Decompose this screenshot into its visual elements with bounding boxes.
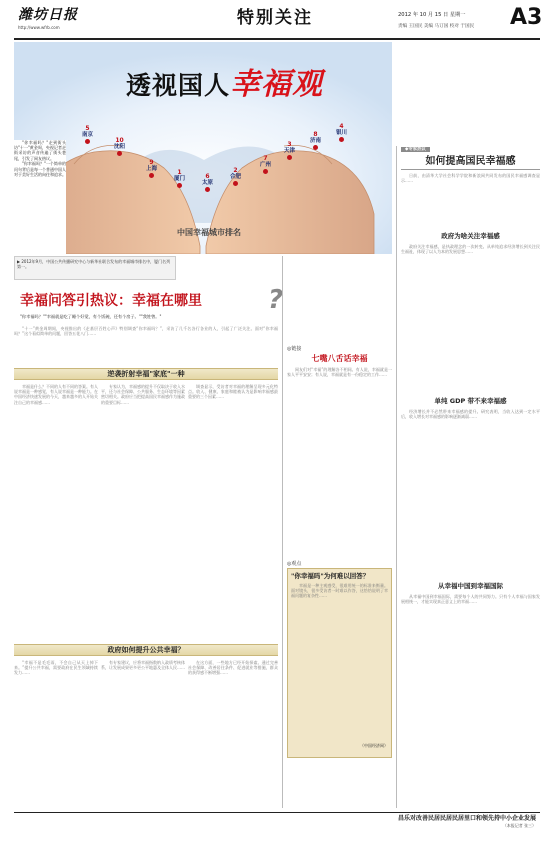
body-paragraph: “十一”黄金周期间，央视推出的《走基层百姓心声》特别调查“你幸福吗？”，采访了几千名各行各业的人，引起了广泛关注。面对“你幸福吗？”这个看似简单的问题，回答五花八门…… — [14, 326, 278, 337]
city-name: 上海 — [146, 166, 158, 172]
city-marker — [336, 124, 347, 143]
section-title: 特别关注 — [237, 8, 313, 28]
city-rank: 4 — [339, 123, 344, 130]
hero-banner — [14, 42, 392, 254]
page-number — [510, 6, 542, 30]
city-pin-icon — [177, 183, 182, 188]
footer — [14, 812, 540, 846]
body-paragraph: 在这方面，一些地方已经开始探索。通过完善社会保障、改善居住条件、促进就业等措施，群众的获得感不断增强…… — [188, 660, 278, 676]
city-marker — [230, 168, 241, 187]
lead-paragraph: "你幸福吗？"一个简单的问句背后是每一个普通中国人对于美好生活的向往和追求。 — [14, 161, 66, 177]
body-paragraph: 从幸福中国到幸福国际，需要每个人的共同努力。只有个人幸福与国家发展相统一，才能实现真正意义上的幸福…… — [401, 594, 540, 605]
city-rank: 7 — [263, 155, 268, 162]
right-headline: 如何提高国民幸福感 — [401, 155, 540, 170]
city-marker — [310, 132, 321, 151]
left-headline: 幸福问答引热议：幸福在哪里 — [20, 293, 202, 309]
middle-body — [287, 367, 392, 557]
map-caption: 中国幸福城市排名 — [177, 228, 241, 237]
city-marker — [174, 170, 185, 189]
masthead-rule — [14, 38, 540, 40]
city-pin-icon — [339, 137, 344, 142]
viewpoint-box — [287, 568, 392, 758]
right-body — [401, 594, 540, 744]
city-rank: 3 — [287, 141, 292, 148]
page-digit: 3 — [527, 5, 543, 30]
editor-line: 责编 王国民 美编 马订国 校对 于国民 — [398, 24, 475, 29]
viewpoint-body — [291, 583, 388, 743]
city-rank: 9 — [149, 159, 154, 166]
city-pin-icon — [85, 139, 90, 144]
viewpoint-author: （中国经济网） — [360, 743, 388, 748]
link-label: ◎链接 — [287, 346, 302, 352]
city-pin-icon — [205, 187, 210, 192]
city-rank: 8 — [313, 131, 318, 138]
body-paragraph: 日前，由清华大学社会科学学院和新浪网共同发布的国民幸福感调查显示…… — [401, 173, 540, 184]
viewpoint-title: "你幸福吗"为何难以回答？ — [291, 572, 370, 580]
box2-title: 政府为啥关注幸福感 — [441, 232, 500, 241]
body-paragraph: 幸福是一种主观感受，很难用统一的标准来衡量。面对镜头，很多受访者一时难以作答，这恰恰说明了幸福问题的复杂性…… — [291, 583, 388, 599]
right-column — [396, 146, 540, 808]
city-rank: 5 — [85, 125, 90, 132]
left-body-column — [14, 326, 278, 366]
body-paragraph: “幸福不是毛毛雨，不会自己从天上掉下来。”提升公共幸福，需要政府在民生领域持续发力…… — [14, 660, 98, 676]
section-band — [14, 644, 278, 656]
footer-author: （本报记者 张三） — [502, 823, 536, 828]
masthead — [0, 0, 550, 40]
city-name: 天津 — [284, 148, 296, 154]
city-marker — [82, 126, 93, 145]
city-rank: 1 — [177, 169, 182, 176]
box4-title: 从幸福中国到幸福国际 — [438, 582, 503, 591]
city-rank: 10 — [115, 137, 124, 144]
page-letter: A — [510, 5, 528, 30]
body-paragraph: 经济增长并不必然带来幸福感的提升。研究表明，当收入达到一定水平后，收入增长对幸福感的影响逐渐减弱…… — [401, 409, 540, 420]
city-pin-icon — [313, 145, 318, 150]
date-line: 2012 年 10 月 15 日 星期一 — [398, 12, 466, 18]
city-rank: 6 — [205, 173, 210, 180]
body-paragraph: 幸福是什么？不同的人有不同的答案。有人说幸福是一种感觉，有人说幸福是一种能力。在中国经济快速发展的今天，越来越多的人开始关注自己的幸福感…… — [14, 384, 98, 405]
middle-column — [282, 256, 392, 808]
lead-column — [14, 140, 66, 254]
right-body — [401, 409, 540, 579]
city-marker — [114, 138, 125, 157]
body-paragraph: 调查显示，受访者对幸福的理解呈现多元化特点。收入、健康、家庭和睦被认为是影响幸福感最重要的三个因素…… — [188, 384, 278, 400]
photo-caption — [14, 256, 176, 280]
left-intro: "你幸福吗？""幸福就是吃了睡个好觉，有个饭碗，还有个房子。""我姓曾。" — [20, 314, 162, 319]
band-label: 逆袭折射幸福"家底"一种 — [107, 370, 185, 378]
city-pin-icon — [287, 155, 292, 160]
band-label: 政府如何提升公共幸福？ — [107, 646, 185, 654]
body-paragraph: 专家认为，幸福感的提升不仅取决于收入水平，还与社会保障、公共服务、生态环境等因素密切相关。政府应当把提高国民幸福感作为施政的重要目标…… — [101, 384, 185, 405]
city-rank: 2 — [233, 167, 238, 174]
city-pin-icon — [117, 151, 122, 156]
viewpoint-label: ◎观点 — [287, 561, 302, 567]
city-name: 银川 — [336, 130, 348, 136]
hero-title-part1: 透视国人 — [126, 71, 231, 100]
right-body — [401, 244, 540, 394]
right-body — [401, 173, 540, 229]
left-body-column — [14, 384, 98, 640]
city-marker — [146, 160, 157, 179]
middle-section-title: 七嘴八舌话幸福 — [311, 354, 368, 363]
question-mark-icon: ? — [268, 285, 284, 315]
section-band — [14, 368, 278, 380]
city-pin-icon — [233, 181, 238, 186]
body-paragraph: 政府关注幸福感，是执政理念的一次转变。从单纯追求经济增长到关注民生福祉，体现了以人为本的发展思想…… — [401, 244, 540, 255]
city-pin-icon — [263, 169, 268, 174]
hero-title-part2: 幸福观 — [230, 67, 324, 102]
body-paragraph: 网友们对“幸福”的理解各不相同。有人说，幸福就是一家人平平安安；有人说，幸福就是有一份稳定的工作…… — [287, 367, 392, 378]
left-body-column — [101, 660, 185, 808]
paper-name: 潍坊日报 — [18, 7, 78, 23]
city-name: 广州 — [260, 162, 272, 168]
city-name: 南京 — [82, 132, 94, 138]
city-marker — [202, 174, 213, 193]
city-name: 太原 — [202, 180, 214, 186]
footer-title: 昌乐对改善民居民居民居里口和领先持中小企业发展 — [397, 815, 536, 822]
paper-url: http://www.wfrb.com — [18, 25, 60, 30]
city-name: 济南 — [310, 138, 322, 144]
city-name: 沈阳 — [114, 144, 126, 150]
city-marker — [284, 142, 295, 161]
left-body-column — [14, 660, 98, 808]
photo-caption-text: ▶ 2012年9月，中国公共传播研究中心与新华社联合发布的幸福城市排名中，厦门名列第一。 — [17, 259, 171, 269]
left-body-column — [188, 660, 278, 808]
city-marker — [260, 156, 271, 175]
expert-tag: ◆专家热议 — [401, 147, 430, 152]
city-name: 厦门 — [174, 176, 186, 182]
paper-logo — [18, 8, 78, 30]
box3-title: 单纯 GDP 带不来幸福感 — [434, 397, 507, 406]
left-body-column — [188, 384, 278, 640]
left-body-column — [101, 384, 185, 640]
lead-paragraph: "你幸福吗？"走到街头访"十一"黄金周，央视记者走街采访的声音传遍了街头巷尾，引发了网友热议。 — [14, 140, 66, 161]
city-name: 合肥 — [230, 174, 242, 180]
city-pin-icon — [149, 173, 154, 178]
hero-title — [126, 67, 324, 102]
body-paragraph: 有专家建议，应将幸福指数纳入政绩考核体系，让发展成果更多更公平地惠及全体人民…… — [101, 660, 185, 671]
